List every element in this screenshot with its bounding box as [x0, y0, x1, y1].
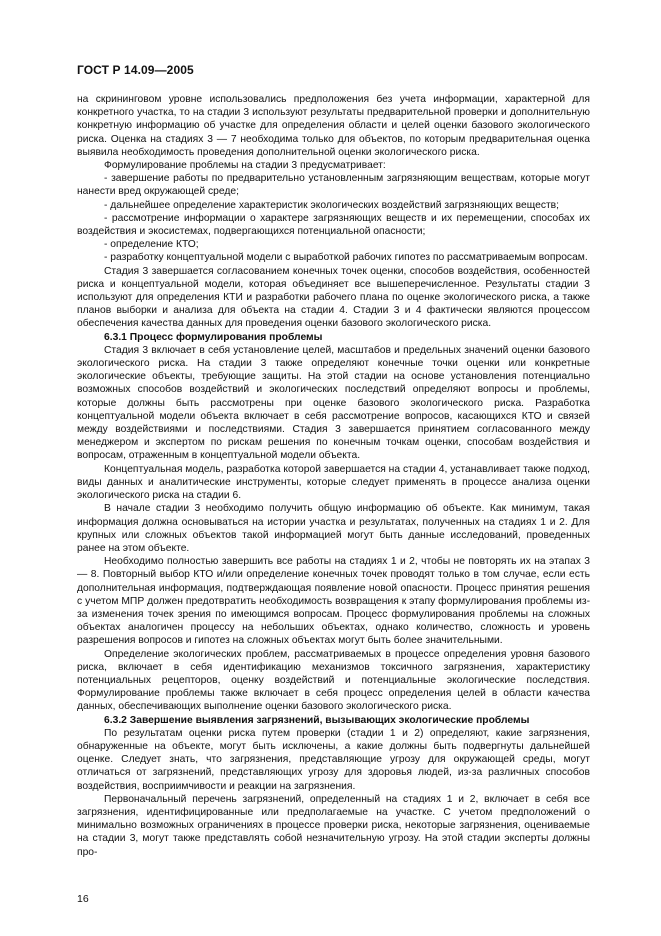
paragraph: Стадия 3 включает в себя установление целей, масштабов и предельных значений оценки базового экологического риска. На стадии 3 также определяют конечные точки оценки или конкретные экологические объекты, требующие защиты. На этой стадии на основе установления потенциально возможных способов воздействий и экологических последствий определяют вопросы и проблемы, которые должны быть рассмотрены при оценке базового экологического риска. Разработка концептуальной модели объекта включает в себя рассмотрение вопросов, касающихся КТО и связей между воздействиями и последствиями. Стадия 3 завершается принятием согласованного между менеджером и экспертом по рискам решения по конечным точкам оценки, способам воздействия и вопросам, отраженным в концептуальной модели объекта. — [77, 344, 590, 462]
paragraph: Формулирование проблемы на стадии 3 предусматривает: — [104, 160, 386, 172]
paragraph: Стадия 3 завершается согласованием конечных точек оценки, способов воздействия, особенностей риска и концептуальной модели, которая объединяет все вышеперечисленное. Результаты стадии 3 используют для определения КТИ и разработки рабочего плана по оценке экологического риска, а также планов выборки и анализа для объекта на стадии 4. Стадии 3 и 4 фактически являются процессом обеспечения качества данных для проведения оценки базового экологического риска. — [77, 265, 590, 330]
section-heading: 6.3.2 Завершение выявления загрязнений, вызывающих экологические проблемы — [104, 714, 530, 726]
document-header: ГОСТ Р 14.09—2005 — [77, 63, 194, 77]
paragraph: на скрининговом уровне использовались предположения без учета информации, характерной для конкретного участка, то на стадии 3 используют результаты предварительной проверки и дополнительную конкретную информацию об участке для определения области и целей оценки базового экологического риска. Оценка на стадиях 3 — 7 необходима только для объектов, по которым предварительная оценка выявила необходимость проведения дополнительной оценки экологического риска. — [77, 94, 590, 158]
list-item: - рассмотрение информации о характере загрязняющих веществ и их перемещении, способах их воздействия и экосистемах, подвергающихся потенциальной опасности; — [77, 212, 590, 238]
list-item: - разработку концептуальной модели с выработкой рабочих гипотез по рассматриваемым вопросам. — [104, 252, 588, 264]
list-item: - определение КТО; — [104, 239, 199, 251]
paragraph: Концептуальная модель, разработка которой завершается на стадии 4, устанавливает также подход, виды данных и аналитические инструменты, которые следует применять в процессе анализа оценки экологического риска на стадии 6. — [77, 463, 590, 502]
section-heading: 6.3.1 Процесс формулирования проблемы — [104, 331, 323, 343]
list-item: - завершение работы по предварительно установленным загрязняющим веществам, которые могут нанести вред окружающей среде; — [77, 173, 590, 198]
page-number: 16 — [77, 893, 89, 905]
paragraph: Первоначальный перечень загрязнений, определенный на стадиях 1 и 2, включает в себя все загрязнения, идентифицированные или предполагаемые на участке. С учетом предположений о минимально возможных ограничениях в процессе проверки риска, некоторые загрязнения, оцениваемые на стадии 3, могут также представлять собой незначительную угрозу. На этой стадии эксперты должны про- — [77, 793, 590, 858]
document-body — [77, 93, 590, 859]
paragraph: В начале стадии 3 необходимо получить общую информацию об объекте. Как минимум, такая информация должна основываться на истории участка и результатах, полученных на стадиях 1 и 2. Для крупных или сложных объектов такой информацией могут быть данные исследований, проведенных ранее на этом объекте. — [77, 503, 590, 554]
list-item: - дальнейшее определение характеристик экологических воздействий загрязняющих веществ; — [104, 199, 560, 211]
paragraph: Определение экологических проблем, рассматриваемых в процессе определения уровня базового риска, включает в себя идентификацию механизмов токсичного загрязнения, характеристику потенциальных рецепторов, оценку воздействий и потенциальные экологические последствия. Формулирование проблемы также включает в себя процесс определения целей в области качества данных, обеспечивающих выполнение оценки базового экологического риска. — [77, 648, 590, 713]
paragraph: По результатам оценки риска путем проверки (стадии 1 и 2) определяют, какие загрязнения, обнаруженные на объекте, могут быть исключены, а какие должны быть подвергнуты дальнейшей оценке. Следует знать, что загрязнения, представляющие угрозу для окружающей среды, могут отличаться от загрязнений, представляющих угрозу для здоровья людей, из-за различных способов воздействия, восприимчивости и реакции на загрязнения. — [77, 727, 590, 792]
paragraph: Необходимо полностью завершить все работы на стадиях 1 и 2, чтобы не повторять их на этапах 3 — 8. Повторный выбор КТО и/или определение конечных точек проводят только в том случае, если есть дополнительная информация, подтверждающая появление новой опасности. Процесс принятия решения с учетом МПР должен предотвратить необходимость возвращения к этапу формулирования проблемы из-за изменения точек зрения по имеющимся вопросам. Процесс формулирования проблемы на сложных объектах аналогичен процессу на небольших объектах, однако количество, сложность и уровень разрешения вопросов и гипотез на сложных объектах могут быть более значительными. — [77, 556, 590, 647]
